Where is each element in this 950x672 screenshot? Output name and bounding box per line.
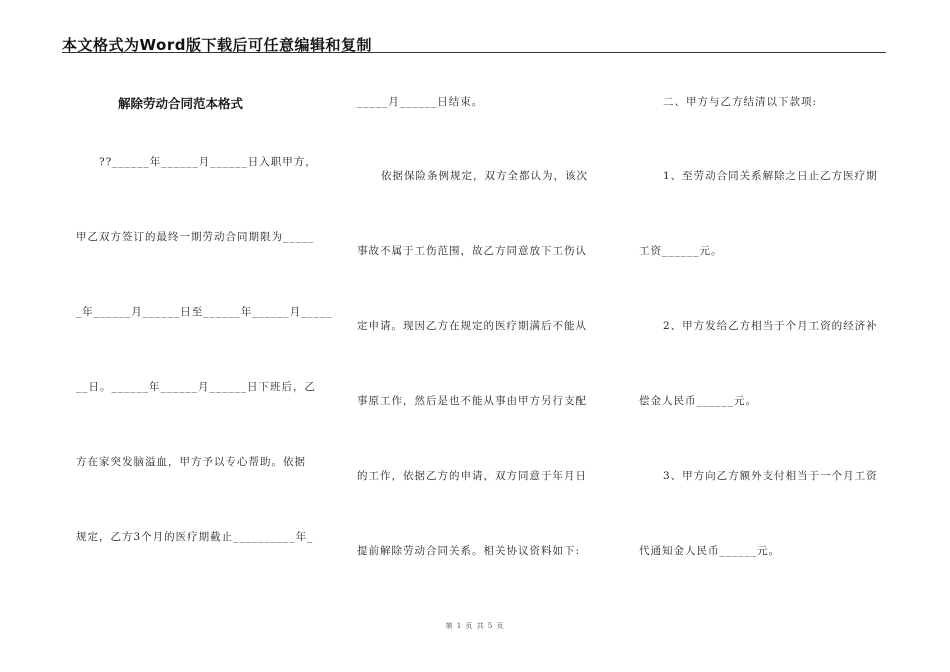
paragraph-line: 的工作，依据乙方的申请，双方同意于年月日 [357, 470, 587, 482]
paragraph-line: 工资______元。 [639, 245, 723, 257]
paragraph-line: 方在家突发脑溢血，甲方予以专心帮助。依据 [76, 456, 306, 468]
paragraph-line: _____月______日结束。 [357, 96, 484, 108]
document-header: 本文格式为Word版下载后可任意编辑和复制 [62, 36, 372, 54]
paragraph-line: 事原工作，然后是也不能从事由甲方另行支配 [357, 395, 587, 407]
paragraph-line: 甲乙双方签订的最终一期劳动合同期限为_____ [76, 231, 315, 243]
paragraph-line: 依据保险条例规定，双方全都认为，该次 [381, 170, 588, 182]
paragraph-line: 偿金人民币______元。 [639, 395, 757, 407]
header-divider [62, 52, 886, 53]
paragraph-line: 提前解除劳动合同关系。相关协议资料如下: [357, 545, 581, 557]
paragraph-line: 代通知金人民币______元。 [639, 545, 780, 557]
paragraph-line: 定申请。现因乙方在规定的医疗期满后不能从 [357, 320, 587, 332]
paragraph-line: 事故不属于工伤范围，故乙方同意放下工伤认 [357, 245, 587, 257]
paragraph-line: 1、至劳动合同关系解除之日止乙方医疗期 [663, 170, 878, 182]
paragraph-line: ??______年______月______日入职甲方， [99, 156, 317, 168]
paragraph-line: _年______月______日至______年______月_____ [76, 306, 333, 318]
paragraph-line: 二、甲方与乙方结清以下款项: [663, 96, 818, 108]
paragraph-line: 规定，乙方3个月的医疗期截止__________年_ [76, 531, 314, 543]
paragraph-line: __日。______年______月______日下班后，乙 [76, 381, 316, 393]
paragraph-line: 2、甲方发给乙方相当于个月工资的经济补 [663, 320, 878, 332]
document-title: 解除劳动合同范本格式 [118, 96, 244, 111]
paragraph-line: 3、甲方向乙方额外支付相当于一个月工资 [663, 470, 878, 482]
page-number: 第 1 页 共 5 页 [445, 622, 505, 630]
